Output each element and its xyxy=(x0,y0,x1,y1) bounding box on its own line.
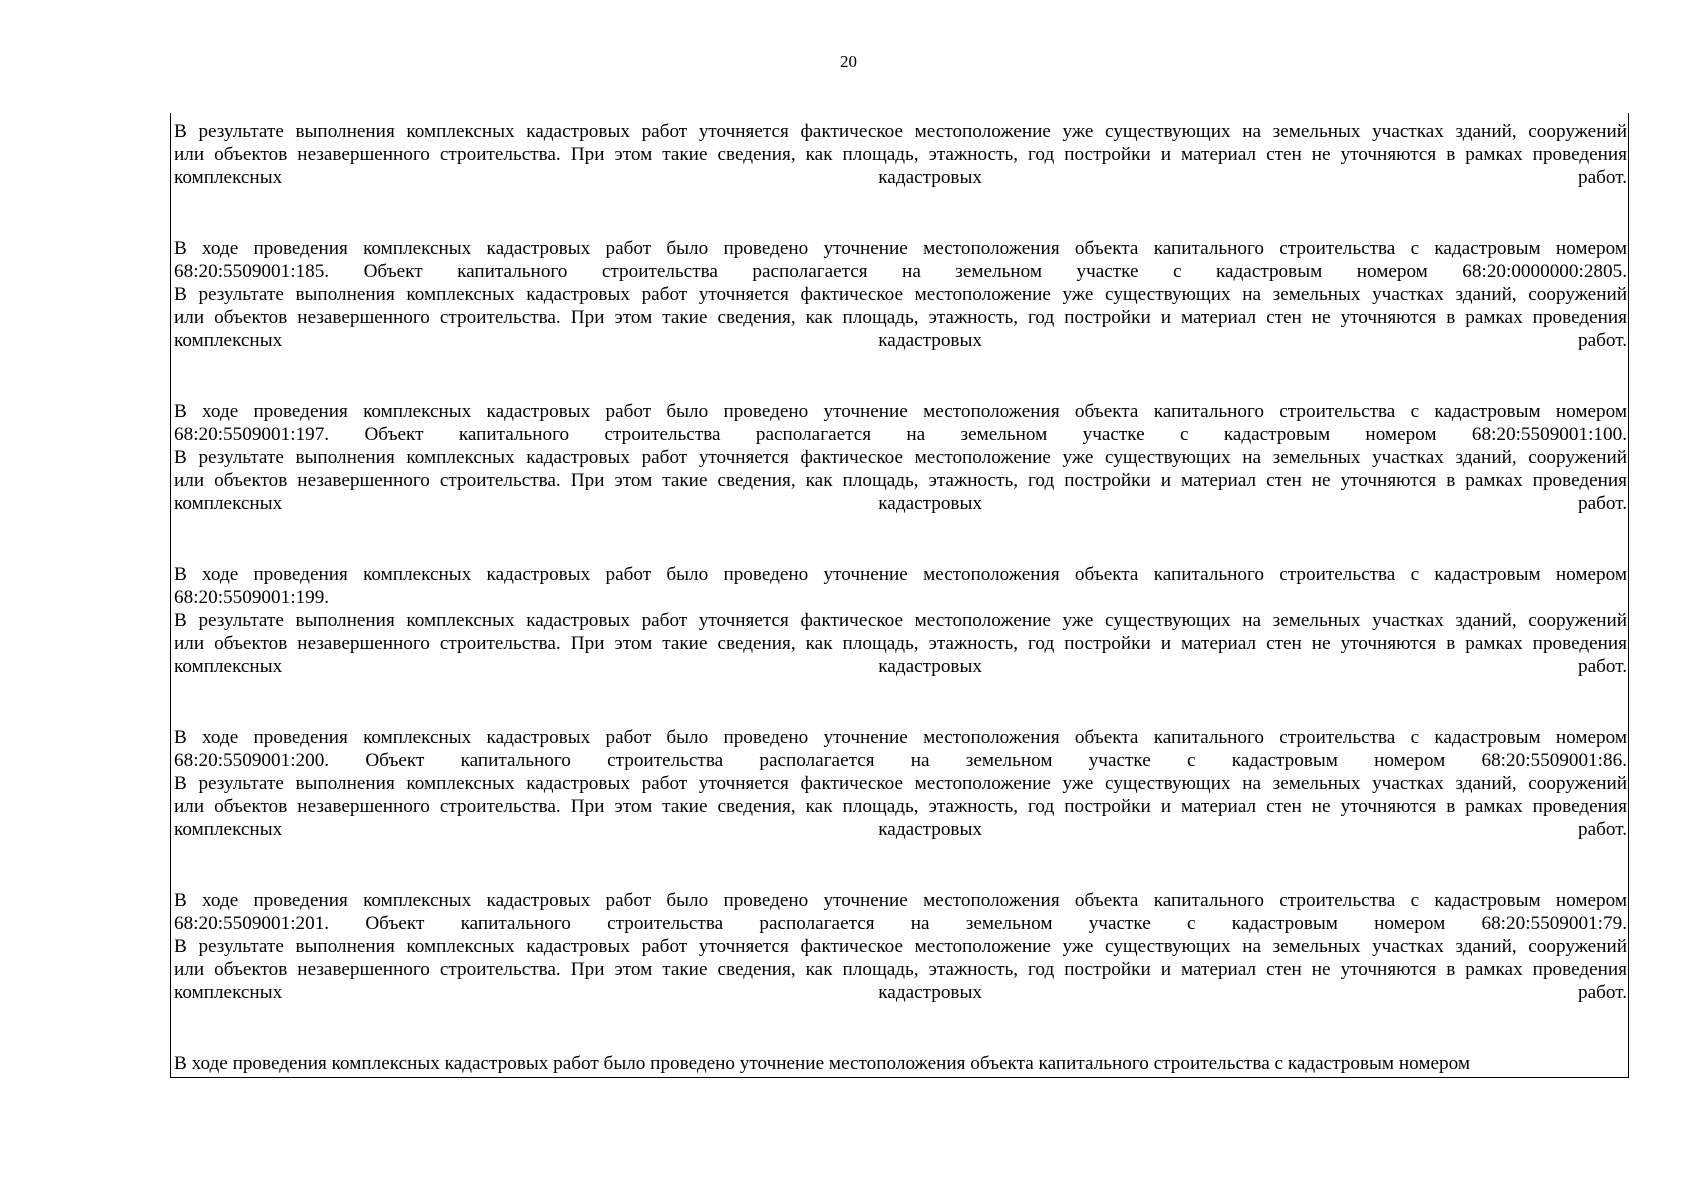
paragraph-line: 68:20:5509001:199. xyxy=(174,586,330,608)
paragraph-7 xyxy=(174,1052,1627,1075)
paragraph-line: комплексных кадастровых работ. xyxy=(174,656,1627,678)
paragraph-line: В результате выполнения комплексных кадастровых работ уточняется фактическое местоположение уже существующих на земельных участках зданий, сооружений xyxy=(174,773,1627,795)
paragraph-line: или объектов незавершенного строительства. При этом такие сведения, как площадь, этажность, год постройки и материал стен не уточняются в рамках проведения xyxy=(174,470,1627,492)
paragraph-line: В ходе проведения комплексных кадастровых работ было проведено уточнение местоположения объекта капитального строительства с кадастровым номером xyxy=(174,237,1627,259)
paragraph-line: комплексных кадастровых работ. xyxy=(174,167,1627,189)
paragraph-line: В ходе проведения комплексных кадастровых работ было проведено уточнение местоположения объекта капитального строительства с кадастровым номером xyxy=(174,1052,1470,1074)
paragraph-line: комплексных кадастровых работ. xyxy=(174,819,1627,841)
paragraph-line: комплексных кадастровых работ. xyxy=(174,982,1627,1004)
paragraph-4 xyxy=(174,563,1627,679)
paragraph-line: В ходе проведения комплексных кадастровых работ было проведено уточнение местоположения объекта капитального строительства с кадастровым номером xyxy=(174,726,1627,748)
paragraph-line: или объектов незавершенного строительства. При этом такие сведения, как площадь, этажность, год постройки и материал стен не уточняются в рамках проведения xyxy=(174,959,1627,981)
document-body xyxy=(170,113,1629,1078)
page-number: 20 xyxy=(840,52,857,71)
paragraph-line: комплексных кадастровых работ. xyxy=(174,493,1627,515)
paragraph-line: В ходе проведения комплексных кадастровых работ было проведено уточнение местоположения объекта капитального строительства с кадастровым номером xyxy=(174,889,1627,911)
paragraph-line: В результате выполнения комплексных кадастровых работ уточняется фактическое местоположение уже существующих на земельных участках зданий, сооружений xyxy=(174,284,1627,306)
paragraph-line: 68:20:5509001:201. Объект капитального строительства располагается на земельном участке с кадастровым номером 68:20:5509001:79. xyxy=(174,912,1627,934)
paragraph-line: или объектов незавершенного строительства. При этом такие сведения, как площадь, этажность, год постройки и материал стен не уточняются в рамках проведения xyxy=(174,796,1627,818)
paragraph-line: В результате выполнения комплексных кадастровых работ уточняется фактическое местоположение уже существующих на земельных участках зданий, сооружений xyxy=(174,447,1627,469)
paragraph-5 xyxy=(174,726,1627,842)
paragraph-line: или объектов незавершенного строительства. При этом такие сведения, как площадь, этажность, год постройки и материал стен не уточняются в рамках проведения xyxy=(174,144,1627,166)
paragraph-3 xyxy=(174,400,1627,516)
paragraph-line: В результате выполнения комплексных кадастровых работ уточняется фактическое местоположение уже существующих на земельных участках зданий, сооружений xyxy=(174,610,1627,632)
paragraph-2 xyxy=(174,237,1627,353)
paragraph-6 xyxy=(174,889,1627,1005)
paragraph-line: 68:20:5509001:185. Объект капитального строительства располагается на земельном участке с кадастровым номером 68:20:0000000:2805. xyxy=(174,260,1627,282)
paragraph-line: В результате выполнения комплексных кадастровых работ уточняется фактическое местоположение уже существующих на земельных участках зданий, сооружений xyxy=(174,121,1627,142)
paragraph-line: или объектов незавершенного строительства. При этом такие сведения, как площадь, этажность, год постройки и материал стен не уточняются в рамках проведения xyxy=(174,307,1627,329)
paragraph-line: В ходе проведения комплексных кадастровых работ было проведено уточнение местоположения объекта капитального строительства с кадастровым номером xyxy=(174,563,1627,585)
paragraph-line: В ходе проведения комплексных кадастровых работ было проведено уточнение местоположения объекта капитального строительства с кадастровым номером xyxy=(174,400,1627,422)
paragraph-1 xyxy=(174,120,1627,190)
paragraph-line: 68:20:5509001:200. Объект капитального строительства располагается на земельном участке с кадастровым номером 68:20:5509001:86. xyxy=(174,749,1627,771)
paragraph-line: или объектов незавершенного строительства. При этом такие сведения, как площадь, этажность, год постройки и материал стен не уточняются в рамках проведения xyxy=(174,633,1627,655)
paragraph-line: В результате выполнения комплексных кадастровых работ уточняется фактическое местоположение уже существующих на земельных участках зданий, сооружений xyxy=(174,936,1627,958)
paragraph-line: комплексных кадастровых работ. xyxy=(174,330,1627,352)
paragraph-line: 68:20:5509001:197. Объект капитального строительства располагается на земельном участке с кадастровым номером 68:20:5509001:100. xyxy=(174,423,1627,445)
